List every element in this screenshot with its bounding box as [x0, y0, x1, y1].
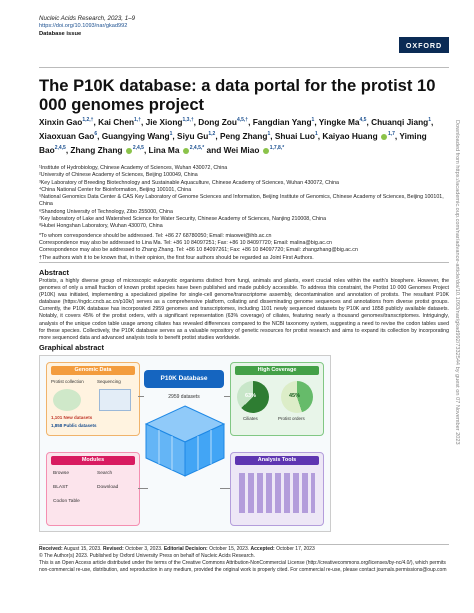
paper-title: The P10K database: a data portal for the protist 10 000 genomes project: [39, 76, 436, 114]
tools-chart-icon: [239, 473, 315, 513]
doi-link[interactable]: https://doi.org/10.1093/nar/gkad992: [39, 23, 128, 29]
affiliation-line: Correspondence may also be addressed to Lina Ma. Tel: +86 10 84097251; Fax: +86 10 84097720; Email: malina@big.ac.cn: [39, 239, 332, 246]
affiliation-line: ⁴China National Center for Bioinformation, Beijing 100101, China: [39, 186, 192, 193]
tools-panel: [230, 452, 324, 526]
affiliation-line: Correspondence may also be addressed to Zhang Zhang. Tel: +86 10 84097261; Fax: +86 10 84097720; Email: zhangzhang@big.ac.cn: [39, 247, 358, 254]
arrow-left-bottom: [138, 488, 148, 489]
collection-label: Protist collection: [51, 379, 84, 384]
oxford-logo: OXFORD: [399, 37, 449, 53]
graphical-abstract-heading: Graphical abstract: [39, 343, 104, 352]
protist-orders-label: Protist orders: [278, 416, 305, 421]
arrow-right-bottom: [220, 488, 230, 489]
affiliation-line: ⁶Shandong University of Technology, Zibo 255000, China: [39, 208, 173, 215]
high-coverage-label: High Coverage: [235, 366, 319, 375]
arrow-right-top: [224, 396, 230, 397]
affiliation-line: ⁷Key laboratory of Lake and Watershed Science for Water Security, Chinese Academy of Sciences, Nanjing 210008, China: [39, 216, 327, 223]
genomic-data-panel: [46, 362, 140, 436]
new-datasets-label: 1,101 New datasets: [51, 415, 93, 420]
affiliation-line: †The authors wish it to be known that, in their opinion, the first four authors should be regarded as Joint First Authors.: [39, 254, 314, 261]
tools-label: Analysis Tools: [235, 456, 319, 465]
p10k-database-label: P10K Database: [144, 370, 224, 388]
affiliation-line: ³Key Laboratory of Breeding Biotechnology and Sustainable Aquaculture, Chinese Academy of Sciences, Wuhan 430072, China: [39, 179, 339, 186]
affiliation-line: ⁵National Genomics Data Center & CAS Key Laboratory of Genome Sciences and Information, Beijing Institute of Genomics, Chinese Academy of Sciences, Beijing 100101, China: [39, 194, 444, 208]
module-codon-table: Codon Table: [53, 499, 80, 504]
database-cube-icon: [144, 404, 226, 478]
module-search: Search: [97, 471, 113, 476]
module-browse: Browse: [53, 471, 69, 476]
arrow-left-top: [138, 396, 144, 397]
affiliation-line: ⁸Hubei Hongshan Laboratory, Wuhan 430070, China: [39, 223, 163, 230]
sequencing-label: Sequencing: [97, 379, 121, 384]
affiliation-line: *To whom correspondence should be addressed. Tel: +86 27 68780050; Email: miaowei@ihb.ac.cn: [39, 232, 272, 239]
affiliation-line: ¹Institute of Hydrobiology, Chinese Academy of Sciences, Wuhan 430072, China: [39, 165, 228, 171]
module-download: Download: [97, 485, 119, 490]
affiliation-line: ²University of Chinese Academy of Sciences, Beijing 100049, China: [39, 172, 198, 179]
protist-coverage-value: 45%: [289, 393, 301, 399]
ciliates-label: Ciliates: [243, 416, 258, 421]
section-divider: [39, 262, 449, 263]
modules-panel: [46, 452, 140, 526]
side-note-text: Downloaded from https://academic.oup.com/nar/advance-article/doi/10.1093/nar/gkad992/7332544 by guest on 07 November 2023: [454, 120, 460, 445]
publication-footer: Received: August 15, 2023. Revised: October 3, 2023. Editorial Decision: October 15, 2023. Accepted: October 17, 2023 © The Author(s) 2023. Published by Oxford University Press on behalf of Nucleic Acids Research. This is an Open Access article distributed under the terms of the Creative Commons Attribution-NonCommercial License (http://creativecommons.org/licenses/by-nc/4.0/), which permits non-commercial re-use, distribution, and reproduction in any medium, provided the original work is properly cited. For commercial re-use, please contact journals.permissions@oup.com: [39, 546, 447, 573]
public-datasets-label: 1,858 Public datasets: [51, 423, 97, 428]
affiliations: [39, 165, 449, 262]
module-blast: BLAST: [53, 485, 69, 490]
journal-citation: Nucleic Acids Research, 2023, 1–9: [39, 15, 136, 22]
genomic-data-label: Genomic Data: [51, 366, 135, 375]
modules-label: Modules: [51, 456, 135, 465]
download-side-note: [452, 120, 462, 580]
issue-label: Database issue: [39, 31, 82, 37]
author-list: Xinxin Gao$^{1,2,\dagger}$, Kai Chen$^{1,\dagger}$, Jie Xiong$^{1,3,\dagger}$, Dong Zou$^{4,5,\dagger}$, Fangdian Yang$^1$, Yingke Ma$^{4,5}$, Chuanqi Jiang$^1$, Xiaoxuan Gao$^6$, Guangying Wang$^1$, Siyu Gu$^{1,2}$, Peng Zhang$^1$, Shuai Luo$^1$, Kaiyao Huang $^{1,7}$, Yiming Bao$^{2,4,5}$, Zhang Zhang $^{2,4,5}$, Lina Ma $^{2,4,5,*}$ and Wei Miao $^{1,7,8,*}$: [39, 116, 434, 155]
sequencer-icon: [99, 389, 131, 411]
ciliates-coverage-value: 63%: [245, 393, 257, 399]
abstract-heading: Abstract: [39, 268, 69, 277]
datasets-count: 2959 datasets: [168, 394, 200, 400]
graphical-abstract-figure: [39, 355, 331, 532]
protist-cell-icon: [53, 389, 81, 411]
high-coverage-panel: [230, 362, 324, 436]
top-divider: [39, 67, 449, 68]
footer-divider: [39, 544, 449, 545]
abstract-body: Protists, a highly diverse group of microscopic eukaryotic organisms distinct from fungi, animals and plants, exert crucial roles within the earth's biosphere. However, the genomes of only a small fraction of known protist species have been published and made publicly accessible. To address this constraint, the Protist 10 000 Genomes Project (P10K) was initiated, implementing a specialized pipeline for single-cell genome/transcriptome assembly, decontamination and annotation of protists. The resultant P10K database (https://ngdc.cncb.ac.cn/p10k/) serves as a comprehensive platform, collating and disseminating genome sequences and annotations from diverse protist groups. Currently, the P10K database has incorporated 2959 genomes and transcriptomes, including 1101 newly sequenced datasets by P10K and 1858 publicly available datasets. Notably, it covers 45% of the protist orders, with a significant representation (63% coverage) of ciliates, featuring nearly a thousand genomes/transcriptomes. Intriguingly, analysis of the unique codon table usage among ciliates has revealed differences compared to the NCBI taxonomy system, suggesting a need to revise the codon tables used for these species. Collectively, the P10K database serves as a valuable repository of genetic resources for protist research and aims to expand its collection by incorporating more sequenced data and advanced analysis tools to benefit protist studies worldwide.: [39, 278, 449, 341]
